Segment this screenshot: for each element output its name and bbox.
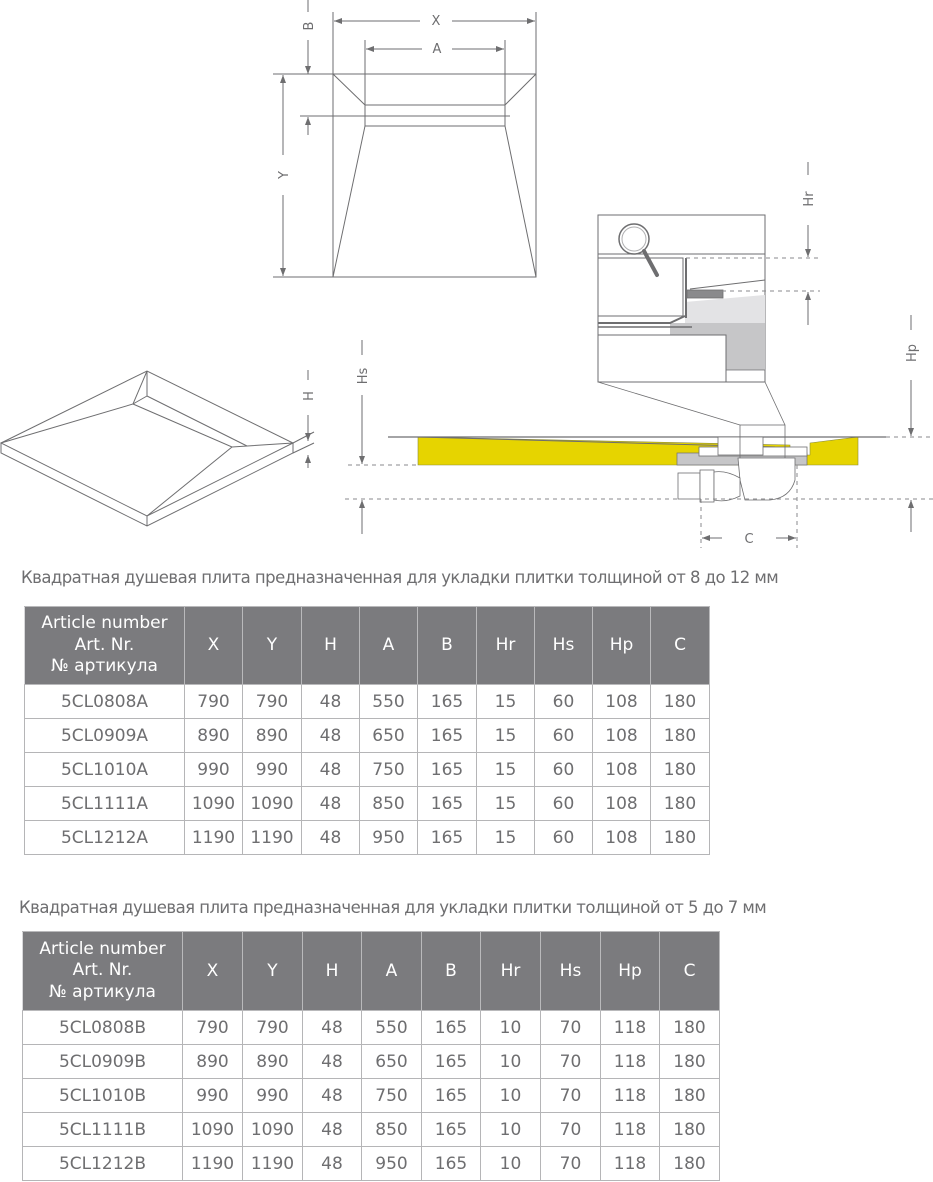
cell-b: 165 (422, 1147, 481, 1181)
cell-article: 5CL1212A (25, 821, 185, 855)
cell-y: 990 (243, 1079, 303, 1113)
spec-table-1 (24, 606, 710, 855)
cell-hr: 10 (481, 1147, 541, 1181)
cell-hs: 60 (535, 685, 593, 719)
cell-a: 750 (360, 753, 418, 787)
cell-hs: 70 (541, 1147, 601, 1181)
cell-hr: 10 (481, 1113, 541, 1147)
cell-x: 1190 (183, 1147, 243, 1181)
cell-y: 1090 (243, 787, 302, 821)
cell-a: 850 (362, 1113, 422, 1147)
cell-h: 48 (302, 821, 360, 855)
cell-h: 48 (303, 1147, 362, 1181)
cell-a: 750 (362, 1079, 422, 1113)
cell-hp: 108 (593, 821, 651, 855)
cell-x: 790 (185, 685, 243, 719)
isometric-view (1, 370, 314, 526)
table-header-row (23, 932, 720, 1011)
header-article-line: № артикула (51, 656, 158, 677)
cell-h: 48 (302, 685, 360, 719)
table-row (23, 1079, 720, 1113)
table-body (23, 1011, 720, 1181)
cell-h: 48 (302, 787, 360, 821)
cell-b: 165 (422, 1045, 481, 1079)
cell-y: 790 (243, 685, 302, 719)
cell-hp: 118 (601, 1045, 660, 1079)
cell-hp: 108 (593, 787, 651, 821)
cell-c: 180 (651, 821, 710, 855)
cell-article: 5CL0808B (23, 1011, 183, 1045)
cell-b: 165 (422, 1011, 481, 1045)
table-row (25, 719, 710, 753)
header-article-line: Art. Nr. (72, 960, 133, 981)
cell-hr: 15 (477, 753, 535, 787)
header-c: C (660, 932, 720, 1011)
cell-h: 48 (302, 753, 360, 787)
header-a: A (362, 932, 422, 1011)
cell-a: 950 (360, 821, 418, 855)
cell-hp: 118 (601, 1011, 660, 1045)
header-y: Y (243, 607, 302, 685)
cell-h: 48 (303, 1113, 362, 1147)
header-a: A (360, 607, 418, 685)
cell-x: 990 (185, 753, 243, 787)
cell-x: 990 (183, 1079, 243, 1113)
cell-hr: 10 (481, 1045, 541, 1079)
lower-slope (333, 126, 536, 277)
cell-y: 990 (243, 753, 302, 787)
top-view (273, 0, 536, 277)
cell-y: 1090 (243, 1113, 303, 1147)
cell-hr: 10 (481, 1011, 541, 1045)
dim-label-a: A (432, 42, 442, 57)
cell-hs: 60 (535, 787, 593, 821)
cell-x: 1190 (185, 821, 243, 855)
table-row (25, 753, 710, 787)
spec-table-2 (22, 931, 720, 1181)
table-header-row (25, 607, 710, 685)
cell-y: 790 (243, 1011, 303, 1045)
dim-label-x: X (431, 14, 441, 29)
cell-article: 5CL1010B (23, 1079, 183, 1113)
cell-y: 890 (243, 719, 302, 753)
table-row (25, 821, 710, 855)
technical-drawing (0, 0, 933, 560)
cell-c: 180 (651, 685, 710, 719)
dim-label-b: B (302, 21, 317, 31)
cell-b: 165 (418, 719, 477, 753)
cell-c: 180 (651, 753, 710, 787)
header-article-number (25, 607, 185, 685)
cell-hp: 108 (593, 719, 651, 753)
cell-x: 890 (185, 719, 243, 753)
cell-c: 180 (660, 1045, 720, 1079)
cell-hs: 60 (535, 719, 593, 753)
cell-hr: 15 (477, 719, 535, 753)
cell-hs: 70 (541, 1079, 601, 1113)
dim-label-hr: Hr (802, 191, 817, 207)
header-c: C (651, 607, 710, 685)
dim-label-hs: Hs (356, 367, 371, 385)
cell-article: 5CL1111B (23, 1113, 183, 1147)
header-b: B (422, 932, 481, 1011)
header-article-line: Article number (41, 613, 168, 634)
cell-x: 890 (183, 1045, 243, 1079)
dim-label-c: C (744, 532, 754, 547)
cell-x: 1090 (183, 1113, 243, 1147)
cell-a: 950 (362, 1147, 422, 1181)
header-hr: Hr (481, 932, 541, 1011)
upper-slope (333, 74, 536, 105)
cell-b: 165 (418, 753, 477, 787)
header-x: X (185, 607, 243, 685)
cell-x: 790 (183, 1011, 243, 1045)
cell-article: 5CL0909B (23, 1045, 183, 1079)
cell-y: 890 (243, 1045, 303, 1079)
header-article-line: Art. Nr. (74, 634, 135, 655)
cell-c: 180 (651, 719, 710, 753)
cell-c: 180 (660, 1079, 720, 1113)
cell-a: 650 (360, 719, 418, 753)
cell-hp: 108 (593, 753, 651, 787)
table-row (25, 787, 710, 821)
cell-c: 180 (660, 1011, 720, 1045)
outlet-pipe (678, 473, 700, 499)
header-h: H (303, 932, 362, 1011)
header-article-line: № артикула (49, 981, 156, 1002)
cell-x: 1090 (185, 787, 243, 821)
table-row (23, 1011, 720, 1045)
cell-hs: 70 (541, 1011, 601, 1045)
cell-hp: 118 (601, 1079, 660, 1113)
cell-article: 5CL1212B (23, 1147, 183, 1181)
cell-hr: 15 (477, 787, 535, 821)
cell-article: 5CL1111A (25, 787, 185, 821)
header-hp: Hp (601, 932, 660, 1011)
dim-label-y: Y (277, 171, 292, 179)
dim-label-hp: Hp (905, 343, 920, 363)
table-body (25, 685, 710, 855)
cell-hs: 70 (541, 1045, 601, 1079)
cell-b: 165 (422, 1113, 481, 1147)
section-view (345, 162, 933, 548)
cell-c: 180 (651, 787, 710, 821)
cell-h: 48 (303, 1079, 362, 1113)
table-row (23, 1113, 720, 1147)
table-row (23, 1045, 720, 1079)
header-h: H (302, 607, 360, 685)
table-caption-2: Квадратная душевая плита предназначенная для укладки плитки толщиной от 5 до 7 мм (19, 898, 767, 917)
header-y: Y (243, 932, 303, 1011)
cell-a: 550 (362, 1011, 422, 1045)
cell-hs: 60 (535, 821, 593, 855)
cell-article: 5CL0909A (25, 719, 185, 753)
header-x: X (183, 932, 243, 1011)
cell-hs: 70 (541, 1113, 601, 1147)
header-hs: Hs (541, 932, 601, 1011)
drain-trap (738, 458, 795, 500)
drain-grate (718, 437, 763, 455)
table-caption-1: Квадратная душевая плита предназначенная для укладки плитки толщиной от 8 до 12 мм (21, 568, 779, 587)
cell-y: 1190 (243, 1147, 303, 1181)
cell-hs: 60 (535, 753, 593, 787)
cell-b: 165 (418, 685, 477, 719)
cell-b: 165 (418, 821, 477, 855)
cell-c: 180 (660, 1113, 720, 1147)
table-row (23, 1147, 720, 1181)
cell-y: 1190 (243, 821, 302, 855)
header-hs: Hs (535, 607, 593, 685)
table-row (25, 685, 710, 719)
cell-b: 165 (418, 787, 477, 821)
header-hp: Hp (593, 607, 651, 685)
cell-hp: 118 (601, 1147, 660, 1181)
header-article-line: Article number (39, 938, 166, 959)
cell-h: 48 (302, 719, 360, 753)
cell-c: 180 (660, 1147, 720, 1181)
cell-hp: 108 (593, 685, 651, 719)
cell-hr: 10 (481, 1079, 541, 1113)
cell-a: 550 (360, 685, 418, 719)
dim-label-h: H (302, 391, 317, 401)
cell-article: 5CL1010A (25, 753, 185, 787)
cell-h: 48 (303, 1045, 362, 1079)
cell-article: 5CL0808A (25, 685, 185, 719)
cell-hr: 15 (477, 685, 535, 719)
header-b: B (418, 607, 477, 685)
cell-b: 165 (422, 1079, 481, 1113)
cell-hp: 118 (601, 1113, 660, 1147)
cell-hr: 15 (477, 821, 535, 855)
header-hr: Hr (477, 607, 535, 685)
cell-h: 48 (303, 1011, 362, 1045)
cell-a: 650 (362, 1045, 422, 1079)
header-article-number (23, 932, 183, 1011)
cell-a: 850 (360, 787, 418, 821)
